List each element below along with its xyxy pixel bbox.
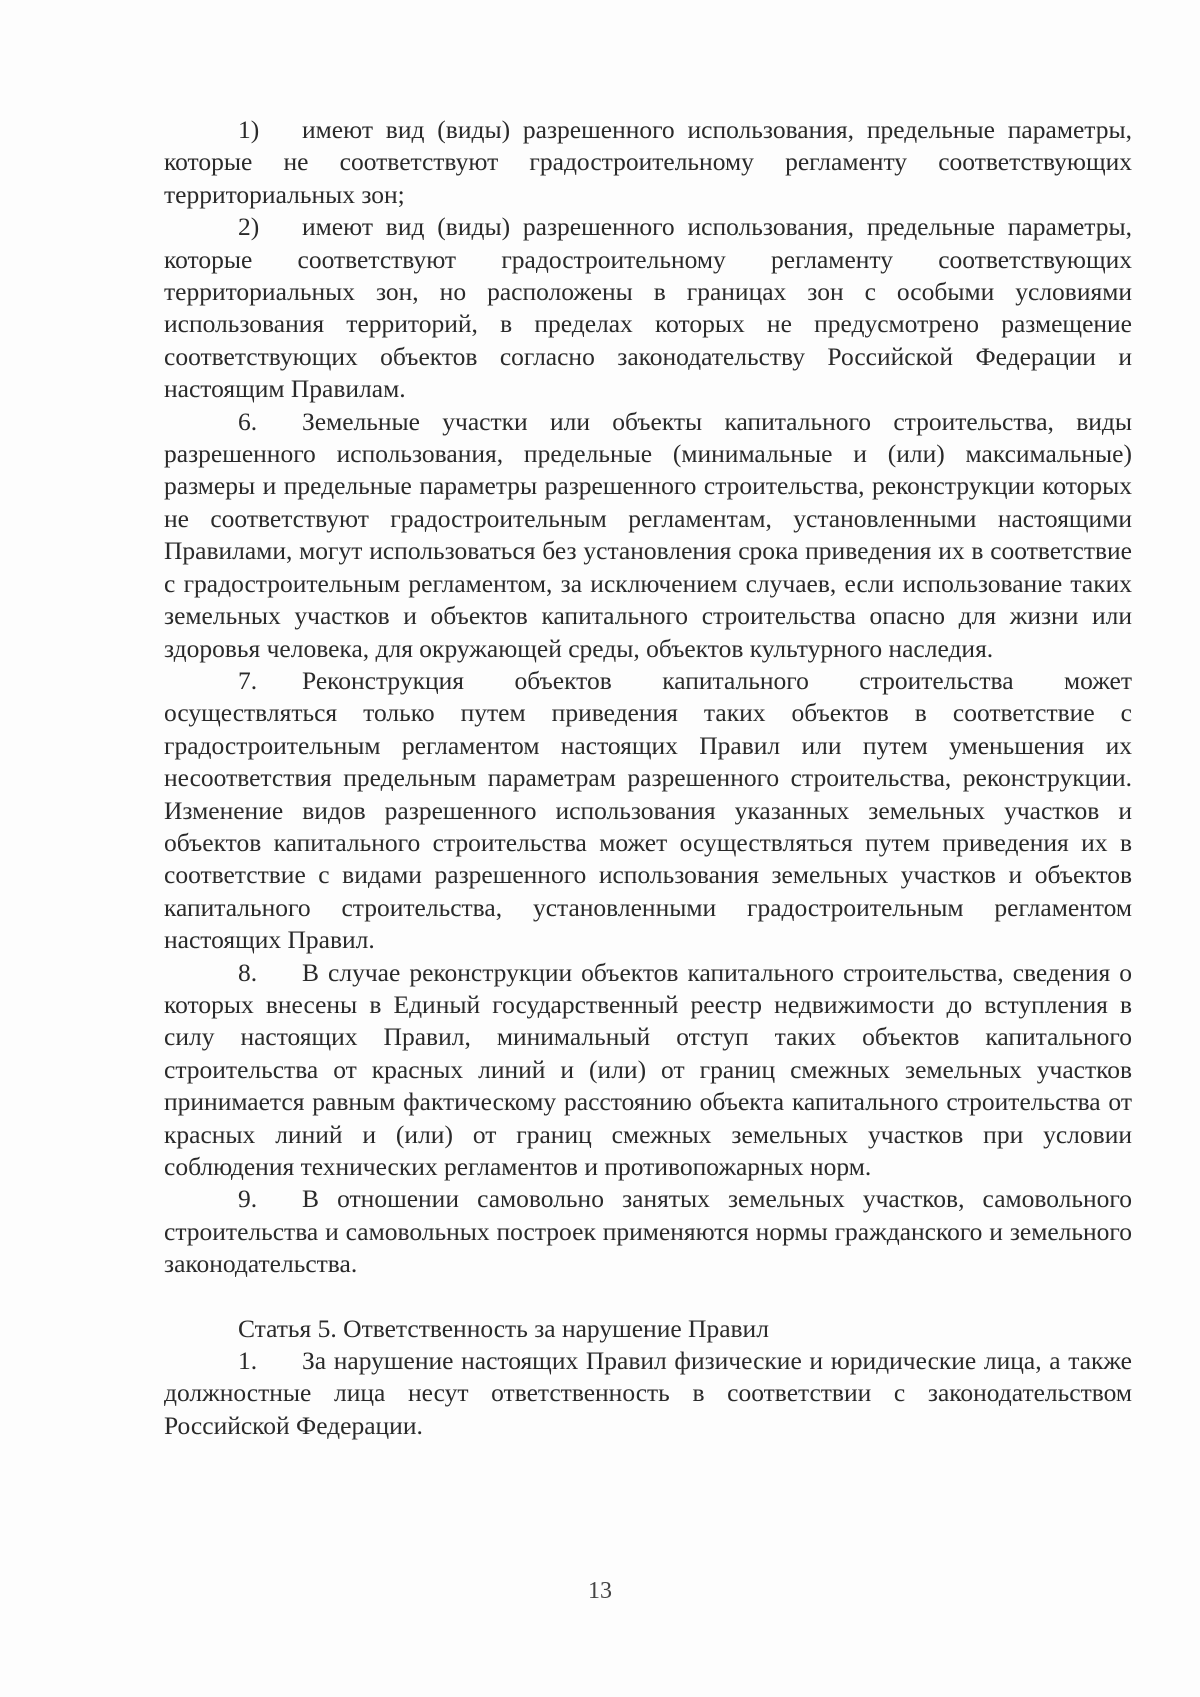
paragraph-number: 6. <box>238 406 258 436</box>
page-number: 13 <box>588 1578 612 1604</box>
article-paragraph-1 <box>164 1345 1132 1442</box>
paragraph-number: 9. <box>238 1184 258 1214</box>
list-item-text: имеют вид (виды) разрешенного использования, предельные параметры, которые соответствуют градостроительному регламенту соответствующих территориальных зон, но расположены в границах зон с особыми условиями использования территорий, в пределах которых не предусмотрено размещение соответствующих объектов согласно законодательству Российской Федерации и настоящим Правилам. <box>164 212 1132 404</box>
paragraph-9 <box>164 1183 1132 1280</box>
paragraph-text: За нарушение настоящих Правил физические и юридические лица, а также должностные лица несут ответственность в соответствии с законодательством Российской Федерации. <box>164 1346 1132 1440</box>
list-item-number: 2) <box>238 212 260 242</box>
list-item-1 <box>164 114 1132 211</box>
list-item-text: имеют вид (виды) разрешенного использования, предельные параметры, которые не соответствуют градостроительному регламенту соответствующих территориальных зон; <box>164 115 1132 209</box>
list-item-number: 1) <box>238 115 260 144</box>
paragraph-number: 1. <box>238 1346 258 1376</box>
paragraph-7 <box>164 665 1132 957</box>
paragraph-number: 8. <box>238 957 258 987</box>
article-heading: Статья 5. Ответственность за нарушение Правил <box>238 1313 769 1343</box>
paragraph-6 <box>164 406 1132 665</box>
paragraph-text: Реконструкция объектов капитального строительства может осуществляться только путем приведения таких объектов в соответствие с градостроительным регламентом настоящих Правил или путем уменьшения их несоответствия предельным параметрам разрешенного строительства, реконструкции. Изменение видов разрешенного использования указанных земельных участков и объектов капитального строительства может осуществляться путем приведения их в соответствие с видами разрешенного использования земельных участков и объектов капитального строительства, установленными градостроительным регламентом настоящих Правил. <box>164 665 1132 955</box>
paragraph-text: В отношении самовольно занятых земельных участков, самовольного строительства и самовольных построек применяются нормы гражданского и земельного законодательства. <box>164 1184 1132 1279</box>
paragraph-number: 7. <box>238 665 258 695</box>
paragraph-text: В случае реконструкции объектов капитального строительства, сведения о которых внесены в Единый государственный реестр недвижимости до вступления в силу настоящих Правил, минимальный отступ таких объектов капитального строительства от красных линий и (или) от границ смежных земельных участков принимается равным фактическому расстоянию объекта капитального строительства от красных линий и (или) от границ смежных земельных участков при условии соблюдения технических регламентов и противопожарных норм. <box>164 957 1132 1181</box>
paragraph-text: Земельные участки или объекты капитального строительства, виды разрешенного использования, предельные (минимальные и (или) максимальные) размеры и предельные параметры разрешенного строительства, реконструкции которых не соответствуют градостроительным регламентам, установленными настоящими Правилами, могут использоваться без установления срока приведения их в соответствие с градостроительным регламентом, за исключением случаев, если использование таких земельных участков и объектов капитального строительства опасно для жизни или здоровья человека, для окружающей среды, объектов культурного наследия. <box>164 406 1132 663</box>
document-body <box>164 114 1132 1442</box>
paragraph-8 <box>164 957 1132 1184</box>
list-item-2 <box>164 211 1132 405</box>
